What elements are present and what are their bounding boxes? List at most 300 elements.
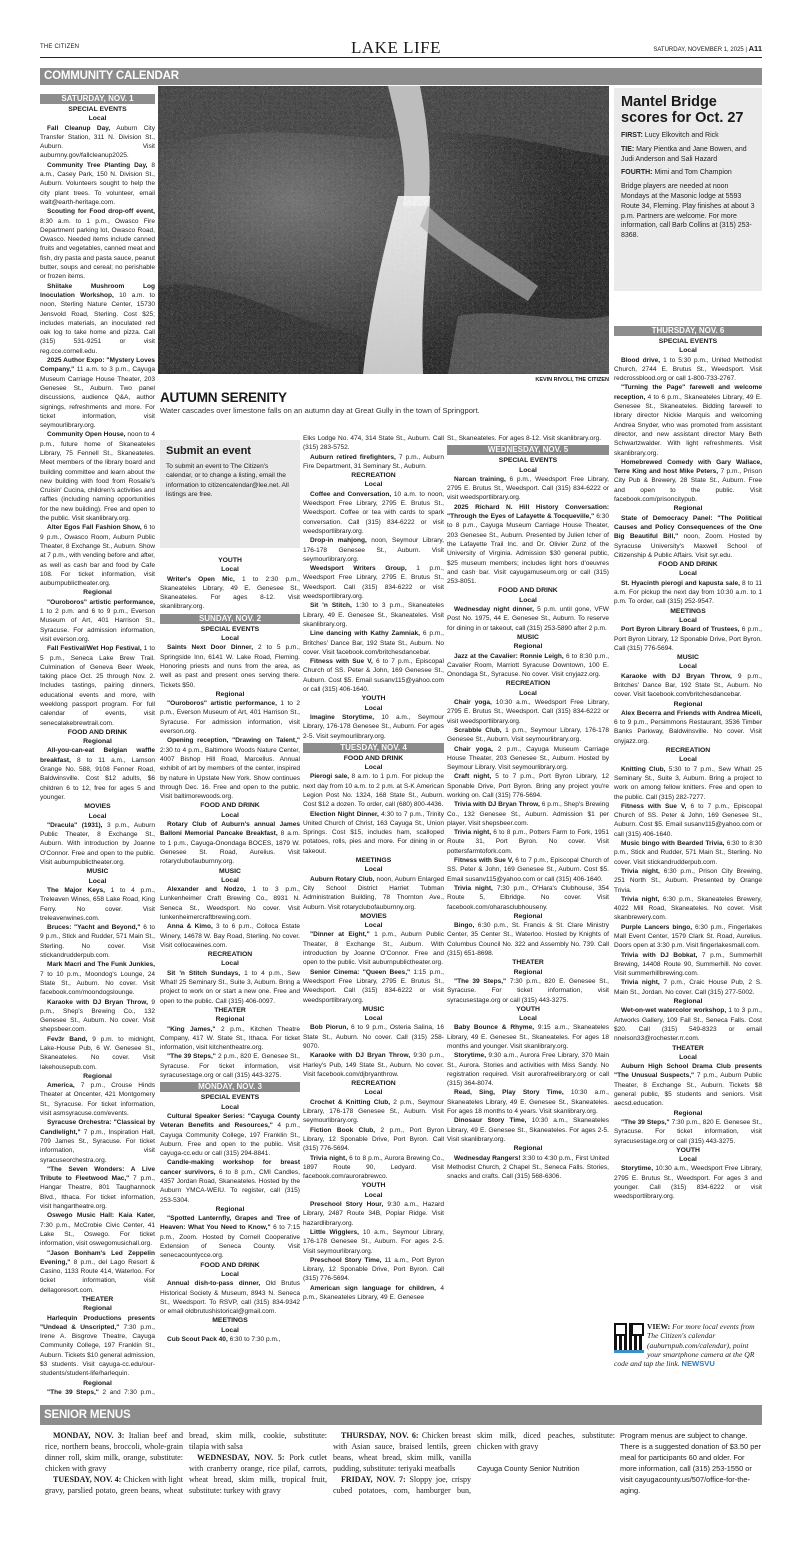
event-listing — [40, 282, 155, 356]
menu-day-label: TUESDAY, NOV. 4: — [53, 1475, 122, 1484]
event-name: Fall Cleanup Day, — [47, 124, 111, 132]
event-listing — [303, 1284, 444, 1303]
bridge-result — [621, 131, 755, 141]
event-listing — [303, 657, 444, 694]
category-heading: RECREATION — [207, 951, 253, 959]
event-details: 2 p.m., Cayuga Museum Carriage House Theater, 203 Genesee St., Auburn. Hosted by Seymour Library. Visit seymourlibrary.org. — [447, 745, 609, 772]
category-heading: RECREATION — [505, 680, 551, 688]
event-name: Sit 'n Stitch Sundays, — [167, 969, 241, 977]
menu-day-label: FRIDAY, NOV. 7: — [341, 1475, 406, 1484]
event-name: Candle-making workshop for breast cancer survivors, — [160, 1159, 300, 1176]
event-name: Alexander and Nodzo, — [167, 886, 246, 894]
event-name: "Jason Bonham's Led Zeppelin Evening," — [40, 1249, 155, 1266]
event-details: 7 p.m., Crouse Hinds Theater at Oncenter, 421 Montgomery St., Syracuse. For ticket information, visit asmsyracuse.com/events. — [40, 1082, 155, 1118]
region-heading: Local — [221, 566, 239, 574]
event-name: Senior Cinema: "Queen Bees," — [310, 968, 411, 976]
event-name: "Dracula" (1931), — [47, 821, 103, 829]
page-dateline — [653, 44, 762, 53]
event-listing — [160, 643, 300, 689]
event-name: Fall Festival/Wet Hop Festival, — [47, 645, 142, 653]
event-name: Annual dish-to-pass dinner, — [167, 1280, 261, 1288]
event-name: Wet-on-wet watercolor workshop, — [621, 1007, 727, 1015]
event-name: "The Seven Wonders: A Live Tribute to Fleetwood Mac," — [40, 1165, 155, 1183]
event-details: 9 p.m. to midnight, Lake-House Pub, 6 W. Genesee St., Skaneateles. No cover. Visit lakehousepub.com. — [40, 1035, 155, 1071]
event-listing — [40, 356, 155, 430]
event-listing — [160, 922, 300, 950]
region-heading: Local — [519, 466, 537, 474]
event-details: 6:30 p.m., Prison City Brewing, 251 North St., Auburn. Presented by Orange Trivia. — [614, 867, 762, 894]
event-listing — [40, 821, 155, 867]
event-name: Imagine Storytime, — [310, 713, 375, 721]
category-heading: FOOD AND DRINK — [498, 587, 558, 595]
category-heading: SPECIAL EVENTS — [498, 457, 558, 465]
event-listing — [614, 895, 762, 923]
event-name: Preschool Story Time, — [310, 1256, 382, 1264]
region-heading: Local — [679, 756, 697, 764]
result-text: Mary Pientka and Jane Bowen, and Judi Anderson and Sali Hazard — [621, 145, 747, 163]
event-name: All-you-can-eat Belgian waffle breakfast, — [40, 747, 155, 764]
event-name: Election Night Dinner, — [310, 810, 379, 818]
event-details: 8 p.m., del Lago Resort & Casino, 1133 Route 414, Waterloo. For ticket information, visit dellagoresort.com. — [40, 1258, 155, 1294]
event-details: 1 to 3 p.m., Lunkenheimer Craft Brewing Co., 8931 N. Seneca St., Weedsport. No cover. Visit lunkenheimercraftbrewing.com. — [160, 886, 300, 921]
event-details: 6:30 p.m., Fingerlakes Mall Event Center, 1579 Clark St. Road, Aurelius. Doors open at 3:30 p.m. Visit fingerlakesmall.com. — [614, 923, 762, 950]
event-listing — [614, 1118, 762, 1146]
event-details: 7:30 p.m., 820 E. Genesee St., Syracuse. For ticket information, visit syracusestage.org or call (315) 443-3275. — [447, 977, 609, 1004]
event-details: 6 p.m., Britches' Dance Bar, 192 State St., Auburn. No cover. Visit facebook.com/britchesdancebar. — [303, 630, 444, 656]
region-heading: Local — [364, 481, 383, 489]
region-heading: Local — [679, 1156, 697, 1164]
event-name: "The 39 Steps," — [47, 1388, 99, 1396]
event-continuation: St., Skaneateles. For ages 8-12. Visit skanlibrary.org. — [447, 435, 602, 442]
event-listing — [40, 1118, 155, 1164]
region-heading: Local — [679, 570, 697, 578]
event-listing — [614, 867, 762, 895]
event-details: 7 p.m., Auburn Fire Department, 31 Seminary St., Auburn. — [303, 453, 444, 470]
event-details: 9:30 a.m., Aurora Free Library, 370 Main St., Aurora. Stories and activities with Miss Sandy. No registration required. Visit aurorafreelibrary.org or call (315) 364-8074. — [447, 1052, 609, 1088]
event-name: Weedsport Writers Group, — [310, 565, 407, 573]
event-listing — [160, 699, 300, 736]
event-details: 7 p.m., Summerhill Brewing, 14408 Route 90, Summerhill. No cover. Visit summerhillbrewing.com. — [614, 951, 762, 978]
event-name: Bruces: "Yacht and Beyond," — [47, 924, 141, 932]
region-heading: Regional — [513, 1145, 543, 1153]
calendar-column-3 — [303, 434, 444, 1397]
category-heading: FOOD AND DRINK — [658, 561, 718, 569]
category-heading: YOUTH — [361, 1182, 386, 1190]
region-heading: Regional — [673, 505, 703, 513]
qr-code-icon[interactable] — [614, 1323, 644, 1353]
region-heading: Local — [519, 689, 537, 697]
event-name: Oswego Music Hall: Kaia Kater, — [47, 1212, 155, 1220]
event-name: Jazz at the Cavalier: Ronnie Leigh, — [454, 652, 564, 660]
event-details: 9 p.m., Britches' Dance Bar, 192 State St., Auburn. No cover. Visit facebook.com/britchesdancebar. — [614, 672, 762, 699]
event-listing — [160, 820, 300, 866]
event-listing — [303, 453, 444, 472]
event-details: 1:30 to 3 p.m., Skaneateles Library, 49 E. Genesee St., Skaneateles. Visit skanlibrary.org. — [303, 602, 444, 628]
event-listing — [614, 672, 762, 700]
event-details: 6:30 to 7:30 p.m., — [227, 1336, 281, 1344]
event-details: 6:30 to 8 p.m., Cayuga Museum Carriage House Theater, 203 Genesee St., Auburn. Presented by Julien Icher of the Lafayette Trail Inc. and Dr. Olivier Zunz of the University of Virginia. Admission $30 general public, $25 museum members; includes light hors d'oeuvres and cash bar. Visit cayugamuseum.org or call (315) 253-8051. — [447, 513, 609, 586]
event-details: 6 to 8 p.m., CMI Candles, 4357 Jordan Road, Skaneateles. Hosted by the Auburn YMCA-WEIU. To register, call (315) 253-5304. — [160, 1168, 300, 1204]
menu-day-text: Chicken with light gravy, parslied potato, green beans, wheat bread, skim milk, cookie, substitute: tilapia with salsa — [45, 1431, 327, 1495]
menu-day-text: Chicken breast with Asian sauce, braised lentils, green beans, wheat bread, skim milk, vanilla pudding, substitute: teriyaki meatballs — [333, 1431, 471, 1473]
submit-event-title: Submit an event — [166, 445, 251, 457]
event-details: 2 p.m., Kitchen Theatre Company, 417 W. State St., Ithaca. For ticket information, visit kitchentheatre.org. — [160, 1025, 300, 1052]
event-listing — [447, 1051, 609, 1088]
event-name: Syracuse Orchestra: "Classical by Candlelight," — [40, 1119, 155, 1136]
event-listing — [40, 1165, 155, 1211]
event-name: Shiitake Mushroom Log Inoculation Workshop, — [40, 282, 155, 299]
event-listing — [40, 430, 155, 523]
calendar-column-5 — [614, 324, 762, 1318]
event-listing — [614, 923, 762, 951]
event-details: 1 to 3 p.m., Artworks Gallery, 109 Fall St., Seneca Falls. Cost $20. Call (315) 549-8323 or email nnelson33@rochester.rr.com. — [614, 1007, 762, 1043]
region-heading: Local — [364, 1015, 383, 1023]
event-details: 5:30 to 7 p.m., Sew What! 25 Seminary St., Suite 3, Auburn. Bring a project to work on among fellow knitters. Free and open to the public. Call (315) 282-7277. — [614, 765, 762, 801]
event-name: Saints Next Door Dinner, — [167, 644, 254, 652]
event-details: 2 p.m., Seymour Library, 176-178 Genesee St., Auburn. Visit seymourlibrary.org. — [303, 1098, 444, 1125]
event-listing — [614, 458, 762, 504]
region-heading: Regional — [673, 1109, 703, 1117]
event-listing — [614, 1062, 762, 1108]
event-details: 7 p.m., Craic House Pub, 2 S. Main St., Jordan. No cover. Call (315) 277-5002. — [614, 979, 762, 996]
region-heading: Local — [519, 596, 537, 604]
event-listing — [160, 1335, 300, 1344]
region-heading: Local — [364, 704, 383, 712]
event-details: 6 to 9 p.m., Persimmons Restaurant, 3536 Timber Banks Parkway, Baldwinsville. No cover. Visit cnyjazz.org. — [614, 719, 762, 745]
event-details: 1 p.m., Weedsport Free Library, 2795 E. Brutus St., Weedsport. Call (315) 834-6222 or visit weedsportlibrary.org. — [303, 565, 444, 601]
category-heading: THEATER — [81, 1296, 114, 1303]
event-name: Sit 'n Stitch, — [310, 602, 352, 610]
event-details: 6:30 to 8:30 p.m., Stick and Rudder, 571 Main St., Sterling. No cover. Visit stickandrudderpub.com. — [614, 840, 762, 866]
category-heading: THEATER — [512, 959, 544, 967]
event-listing — [303, 713, 444, 741]
event-name: Trivia with DJ Bryan Throw, — [454, 801, 540, 809]
menu-day-label: MONDAY, NOV. 3: — [53, 1431, 125, 1440]
event-name: Harlequin Productions presents "Undead & Unscripted," — [40, 1314, 155, 1331]
region-heading: Local — [221, 876, 239, 884]
event-listing — [160, 575, 300, 612]
event-listing — [447, 1088, 609, 1116]
submit-event-box — [160, 440, 300, 548]
category-heading: MOVIES — [84, 803, 111, 811]
event-details: 4 to 6 p.m., Skaneateles Library, 49 E. Genesee St., Skaneateles. Bidding farewell to library director Nickie Marquis and welcoming Andrea Snyder, who was promoted from assistant director, and new assistant director Mary Beth Schwartzwalder. With light refreshments. Visit skanlibrary.org. — [614, 393, 762, 457]
event-details: 8:30 a.m. to 1 p.m., Owasco Fire Department parking lot, Owasco Road, Owasco. Needed items include canned fruits and vegetables, canned meat and fish, dry pasta and pasta sauce, peanut butter, soups and cereal; no perishable or frozen items. — [40, 217, 155, 281]
event-details: 1 p.m., Auburn Public Theater, 8 Exchange St., Auburn. With introduction by Joanne O'Connor. Free and open to the public. Visit auburnpublictheater.org. — [303, 931, 444, 967]
mantel-bridge-box — [614, 88, 762, 291]
region-heading: Regional — [83, 738, 112, 746]
category-heading: SPECIAL EVENTS — [658, 338, 718, 345]
event-listing — [447, 503, 609, 587]
event-details: 1 p.m., Seymour Library, 176-178 Genesee St., Auburn. Visit seymourlibrary.org. — [447, 726, 609, 744]
event-listing — [160, 1025, 300, 1053]
event-listing — [160, 736, 300, 801]
event-name: Cub Scout Pack 40, — [167, 1336, 228, 1344]
category-heading: YOUTH — [676, 1146, 700, 1154]
event-listing — [614, 1164, 762, 1201]
day-header: TUESDAY, NOV. 4 — [303, 743, 444, 753]
event-listing — [447, 698, 609, 726]
event-details: noon, Zoom. Hosted by Syracuse University's Maxwell School of Citizenship & Public Affairs. Visit syr.edu. — [614, 533, 762, 559]
event-details: 1:15 p.m., Weedsport Free Library, 2795 E. Brutus St., Weedsport. Call (315) 834-6222 or visit weedsportlibrary.org. — [303, 968, 444, 1004]
event-name: Trivia night, — [454, 829, 492, 837]
region-heading: Regional — [215, 1016, 245, 1024]
event-name: Port Byron Library Board of Trustees, — [621, 626, 740, 634]
event-details: 11 a.m. to 3 p.m., Cayuga Museum Carriage House Theater, 203 Genesee St., Auburn. Two panel discussions, audience Q&A, author signings, refreshments and more. For ticket information, visit seymourlibrary.org. — [40, 366, 155, 430]
category-heading: MOVIES — [360, 912, 387, 920]
event-details: 6 to 9 p.m., Osteria Salina, 16 State St., Auburn. No cover. Call (315) 258-9070. — [303, 1024, 444, 1050]
event-details: 6:30 p.m., Skaneateles Brewery, 4022 Mill Road, Skaneateles. No cover. Visit skanbrewery.com. — [614, 895, 762, 922]
event-listing — [614, 978, 762, 997]
menu-day-text: Italian beef and rice, northern beans, broccoli, whole-grain dinner roll, skim milk, orange, substitute: chicken with gravy — [45, 1431, 184, 1473]
event-name: The Major Keys, — [47, 886, 105, 894]
region-heading: Local — [88, 877, 107, 885]
event-name: Karaoke with DJ Bryan Throw, — [47, 998, 148, 1006]
event-name: Read, Sing, Play Story Time, — [454, 1089, 564, 1097]
event-details: 2:30 to 4 p.m., Baltimore Woods Nature Center, 4007 Bishop Hill Road, Marcellus. Annual exhibit of art by members of the center, inspired by nature in Upstate New York. Show continues through Dec. 16. Free and open to the public. Visit baltimorewoods.org. — [160, 746, 300, 801]
event-details: 4 p.m., Skaneateles Library, 49 E. Genesee — [303, 1284, 444, 1302]
region-heading: Regional — [513, 912, 543, 920]
calendar-column-1 — [40, 92, 155, 1397]
event-listing — [160, 1052, 300, 1080]
event-name: 2025 Richard N. Hill History Conversation: "Through the Eyes of Lafayette & Tocqueville," — [447, 503, 609, 521]
category-heading: FOOD AND DRINK — [67, 728, 128, 736]
event-name: Trivia night, — [454, 884, 493, 892]
event-details: 1 to 2 p.m. and 6 to 9 p.m., Everson Museum of Art, 401 Harrison St., Syracuse. For admission information, visit everson.org. — [40, 608, 155, 643]
menu-note: Program menus are subject to change. There is a suggested donation of $3.50 per meal for participants 60 and older. For more information, call (315) 253-1550 or visit cayugacounty.us/507/office-for-the-aging. — [620, 1431, 761, 1495]
region-heading: Regional — [83, 1072, 112, 1080]
event-listing — [447, 977, 609, 1005]
event-details: 1 to 2:30 p.m., Skaneateles Library, 49 E. Genesee St., Skaneateles. For ages 8-12. Visit skanlibrary.org. — [160, 575, 300, 611]
region-heading: Regional — [215, 690, 245, 698]
menu-credit: Cayuga County Senior Nutrition — [477, 1464, 580, 1473]
event-listing — [160, 969, 300, 1006]
event-details: 10:30 a.m., Skaneateles Library, 49 E. Genesee St., Skaneateles. For ages 2-5. Visit skanlibrary.org. — [447, 1117, 609, 1143]
event-details: 6 to 8 p.m., Aurora Brewing Co., 1897 Route 90, Ledyard. Visit facebook.com/aurorabrewco. — [303, 1154, 444, 1181]
category-heading: YOUTH — [516, 1005, 540, 1013]
event-name: Fiction Book Club, — [310, 1126, 376, 1134]
event-details: 6 to 8:30 p.m., Cavalier Room, Marriott Syracuse Downtown, 100 E. Onondaga St., Syracuse. No cover. Visit cnyjazz.org. — [447, 652, 609, 679]
region-heading: Local — [221, 635, 239, 643]
region-heading: Local — [679, 616, 697, 624]
event-listing — [40, 161, 155, 207]
event-name: "The 39 Steps," — [621, 1118, 670, 1126]
result-label: TIE: — [621, 145, 635, 153]
event-name: Alex Becerra and Friends with Andrea Miceli, — [621, 709, 762, 717]
event-details: 9:30 p.m., Harley's Pub, 149 State St., Auburn. No cover. Visit facebook.com/djbryanthrow. — [303, 1052, 444, 1078]
event-listing — [447, 475, 609, 503]
region-heading: Local — [364, 764, 383, 772]
region-heading: Local — [88, 812, 107, 820]
event-listing — [40, 1314, 155, 1379]
bridge-result — [621, 168, 755, 178]
event-name: Scouting for Food drop-off event, — [47, 208, 155, 216]
event-details: 6 p.m., Shep's Brewing Co., 132 Genesee St., Auburn. Admission $1 per player. Visit shepsbeer.com. — [447, 801, 609, 827]
event-details: 9:15 a.m., Skaneateles Library, 49 E. Genesee St., Skaneateles. For ages 18 months and younger. Visit skanlibrary.org. — [447, 1024, 609, 1050]
qr-text: For more local events from The Citizen's calendar (auburnpub.com/calendar), point your smartphone camera at the QR code and tap the link. — [614, 1322, 755, 1369]
event-listing — [614, 383, 762, 457]
event-details: 3:30 to 4:30 p.m., First United Methodist Church, 2 Chapel St., Seneca Falls. Stories, snacks and crafts. Call (315) 568-6306. — [447, 1154, 609, 1181]
event-name: "Ouroboros" artistic performance, — [167, 700, 277, 708]
page-number: A11 — [748, 44, 762, 53]
event-listing — [614, 625, 762, 653]
region-heading: Regional — [513, 968, 543, 976]
event-name: Storytime, — [621, 1165, 654, 1173]
region-heading: Regional — [673, 998, 703, 1006]
event-details: 6 to 9 p.m., Stick and Rudder, 571 Main St., Sterling. No cover. Visit stickandrudderpub.com. — [40, 924, 155, 960]
category-heading: MUSIC — [86, 868, 109, 876]
event-name: America, — [47, 1082, 75, 1090]
photo-credit: KEVIN RIVOLI, THE CITIZEN — [535, 377, 609, 383]
paper-name: THE CITIZEN — [40, 44, 80, 50]
event-name: Dinosaur Story Time, — [454, 1117, 527, 1125]
event-listing — [160, 1158, 300, 1204]
category-heading: MEETINGS — [670, 607, 706, 615]
event-name: Preschool Story Hour, — [310, 1201, 384, 1209]
event-listing — [40, 1035, 155, 1072]
event-name: Craft night, — [454, 773, 492, 781]
category-heading: YOUTH — [218, 557, 242, 564]
event-listing — [447, 921, 609, 958]
event-listing — [40, 124, 155, 161]
result-label: FIRST: — [621, 132, 643, 139]
issue-date: SATURDAY, NOVEMBER 1, 2025 | — [653, 47, 747, 53]
event-details: 6 to 7 p.m., Episcopal Church of SS. Peter & John, 169 Genesee St., Auburn. Cost $5. Email susanv115@yahoo.com or call (315) 406-1640. — [303, 658, 444, 694]
event-listing — [40, 746, 155, 802]
result-text: Lucy Elkovitch and Rick — [642, 132, 719, 139]
event-listing — [447, 1154, 609, 1182]
event-name: American sign language for children, — [310, 1284, 436, 1292]
event-details: 8 to 11 a.m. For pickup the next day from 10:30 a.m. to 1 p.m. To order, call (315) 252-9547. — [614, 579, 762, 606]
event-details: 7 p.m., Prison City Pub & Brewery, 28 State St., Auburn. Free and open to the public. Visit facebook.com/prisoncitypub. — [614, 468, 762, 504]
event-details: 9 p.m., Shep's Brewing Co., 132 Genesee St., Auburn. No cover. Visit shepsbeer.com. — [40, 998, 155, 1034]
event-listing — [447, 800, 609, 828]
event-name: Coffee and Conversation, — [310, 490, 392, 498]
region-heading: Local — [88, 115, 107, 123]
category-heading: MEETINGS — [212, 1317, 248, 1325]
event-listing — [303, 1126, 444, 1154]
event-details: 1 to 4 p.m., Treleaven Wines, 658 Lake Road, King Ferry. No cover. Visit treleavenwines.com. — [40, 886, 155, 922]
event-details: 10 a.m., Seymour Library, 176-178 Genesee St., Auburn. For ages 2-5. Visit seymourlibrary.org. — [303, 1228, 444, 1255]
event-listing — [447, 726, 609, 745]
section-title: LAKE LIFE — [351, 38, 441, 57]
region-heading: Regional — [215, 1205, 245, 1213]
event-name: Opening reception, "Drawing on Talent," — [167, 737, 300, 745]
event-details: 4:30 to 7 p.m., Trinity United Church of Christ, 163 Cayuga St., Union Springs. Cost $15, includes ham, scalloped potatoes, rolls, pies and more. For dining in or takeout. — [303, 810, 444, 855]
event-listing — [447, 652, 609, 680]
event-name: 2025 Author Expo: "Mystery Loves Company," — [40, 357, 155, 374]
event-name: Knitting Club, — [621, 765, 666, 773]
event-name: "Dinner at Eight," — [310, 931, 370, 939]
event-details: 5 p.m. until gone, VFW Post No. 1975, 44 E. Genesee St., Auburn. To reserve for dining in or takeout, call (315) 253-5890 after 2 p.m. — [447, 606, 609, 632]
result-text: Mimi and Tom Champion — [652, 169, 732, 177]
region-heading: Local — [679, 663, 697, 671]
event-details: 8 a.m., Casey Park, 150 N. Division St., Auburn. Volunteers sought to help the city plant trees. To volunteer, email walt@earth-heritage.com. — [40, 161, 155, 206]
event-listing — [303, 772, 444, 809]
event-listing — [303, 968, 444, 1005]
event-details: 6 to 7 p.m., Episcopal Church of SS. Peter & John, 169 Genesee St., Auburn. Cost $5. Email susanv115@yahoo.com or call (315) 406-1640. — [614, 802, 762, 838]
event-listing — [303, 1023, 444, 1051]
event-listing — [303, 1098, 444, 1126]
event-details: 8 to 11 a.m., Lamson Grange No. 588, 9108 Fenner Road, Baldwinsville. Cost $12 adults, $6 children 6 to 12, free for ages 5 and younger. — [40, 756, 155, 801]
region-heading: Local — [364, 922, 383, 930]
qr-label: VIEW: — [647, 1322, 671, 1331]
event-name: Trivia night, — [621, 867, 660, 875]
event-details: 1 to 5 p.m., Seneca Lake Brew Trail. Culmination of Geneva Beer Week, taking place Oct. 25 through Nov. 2. Includes tastings, pairing dinners, educational events and more, with weeklong passport program. For full calendar of events, visit senecalakebrewtrail.com. — [40, 645, 155, 727]
event-listing — [303, 1256, 444, 1284]
event-listing — [40, 644, 155, 728]
event-listing — [303, 1051, 444, 1079]
calendar-column-4 — [447, 434, 609, 1397]
event-listing — [614, 356, 762, 384]
category-heading: FOOD AND DRINK — [200, 802, 260, 810]
event-name: Fitness with Sue V, — [310, 658, 373, 666]
event-details: 6 to 7:15 p.m., Zoom. Hosted by Cornell Cooperative Extension of Seneca County. Visit senecacountycce.org. — [160, 1224, 300, 1260]
event-name: State of Democracy Panel: "The Political Causes and Policy Consequences of the One Big Beautiful Bill," — [614, 514, 762, 541]
event-details: 8 a.m. to 1 p.m. For pickup the next day from 10 a.m. to 2 p.m. at S-K American Legion Post No. 1324, 168 State St., Auburn. Cost $12 a dozen. To order, call (680) 800-4436. — [303, 773, 444, 809]
category-heading: YOUTH — [361, 695, 386, 703]
event-name: Music bingo with Bearded Trivia, — [621, 840, 725, 848]
event-details: 2 to 5 p.m., Springside Inn, 6141 W. Lake Road, Fleming. Honoring priests and nuns from the area, as well as past and present ones serving there. Tickets $50. — [160, 644, 300, 689]
region-heading: Regional — [83, 589, 112, 597]
event-details: 1 to 5:30 p.m., United Methodist Church, 2744 E. Brutus St., Weedsport. Visit redcrossblood.org or call 1-800-733-2767. — [614, 356, 762, 383]
event-name: Crochet & Knitting Club, — [310, 1098, 391, 1106]
region-heading: Regional — [673, 700, 703, 708]
event-name: Chair yoga, — [454, 745, 493, 753]
event-details: 2 p.m., 820 E. Genesee St., Syracuse. For ticket information, visit syracusestage.org or call (315) 443-3275. — [160, 1053, 300, 1080]
event-details: 10 a.m. to noon, Sterling Nature Center, 15730 Jensvold Road, Sterling. Cost $25; includes materials, an inoculated red oak log to take home and pizza. Call (315) 531-9251 or visit reg.cce.cornell.edu. — [40, 291, 155, 355]
region-heading: Local — [221, 811, 239, 819]
region-heading: Local — [221, 1270, 239, 1278]
event-listing — [40, 923, 155, 960]
event-name: Mark Macri and The Funk Junkies, — [47, 961, 155, 969]
event-details: 2 and 7:30 p.m., — [102, 1388, 155, 1396]
event-listing — [40, 1249, 155, 1295]
region-heading: Local — [221, 960, 239, 968]
result-label: FOURTH: — [621, 169, 653, 177]
submit-event-body: To submit an event to The Citizen's calendar, or to change a listing, email the information to citizencalendar@lee.net. All listings are free. — [166, 463, 289, 498]
event-name: Storytime, — [454, 1052, 487, 1060]
event-name: Trivia night, — [621, 979, 660, 987]
event-details: 1 to 4 p.m., Sew What! 25 Seminary St., Suite 3, Auburn. Bring a project to work on or start a new one. Free and open to the public. Call (315) 406-0097. — [160, 969, 300, 1005]
event-name: Bingo, — [454, 922, 475, 930]
event-name: Fitness with Sue V, — [621, 802, 687, 810]
menu-day — [45, 1430, 183, 1474]
photo-caption: Water cascades over limestone falls on an autumn day at Great Gully in the town of Springport. — [160, 406, 480, 415]
event-listing — [447, 605, 609, 633]
event-name: "Spotted Lanternfly, Grapes and Tree of Heaven: What You Need to Know," — [160, 1215, 300, 1232]
community-calendar-banner: COMMUNITY CALENDAR — [40, 68, 762, 85]
region-heading: Local — [679, 1053, 697, 1061]
event-name: Rotary Club of Auburn's annual James Balloni Memorial Pancake Breakfast, — [160, 821, 300, 838]
event-listing — [303, 564, 444, 601]
event-name: Trivia night, — [621, 895, 660, 903]
event-listing — [160, 1112, 300, 1158]
event-listing — [40, 207, 155, 281]
event-listing — [447, 828, 609, 856]
menu-day-text: Sloppy joe, crispy cubed potatoes, corn, hamburger bun, skim milk, diced peaches, substitute: chicken with gravy — [333, 1431, 615, 1495]
menu-day — [333, 1430, 471, 1474]
day-header: MONDAY, NOV. 3 — [160, 1082, 300, 1092]
bridge-result — [621, 145, 755, 165]
category-heading: RECREATION — [351, 472, 396, 480]
event-details: 7:30 p.m., O'Hara's Clubhouse, 354 Route 5, Elbridge. No cover. Visit facebook.com/oharasclubhouseny. — [447, 884, 609, 911]
event-name: Wednesday Rangers! — [454, 1154, 521, 1162]
event-listing — [40, 886, 155, 923]
calendar-column-2 — [160, 556, 300, 1397]
event-details: 6:30 p.m., St. Francis & St. Clare Ministry Center, 35 Center St., Waterloo. Hosted by Knights of Columbus Council No. 322 and Assembly No. 739. Call (315) 651-8698. — [447, 922, 609, 958]
day-header: THURSDAY, NOV. 6 — [614, 326, 762, 336]
event-listing — [303, 536, 444, 564]
